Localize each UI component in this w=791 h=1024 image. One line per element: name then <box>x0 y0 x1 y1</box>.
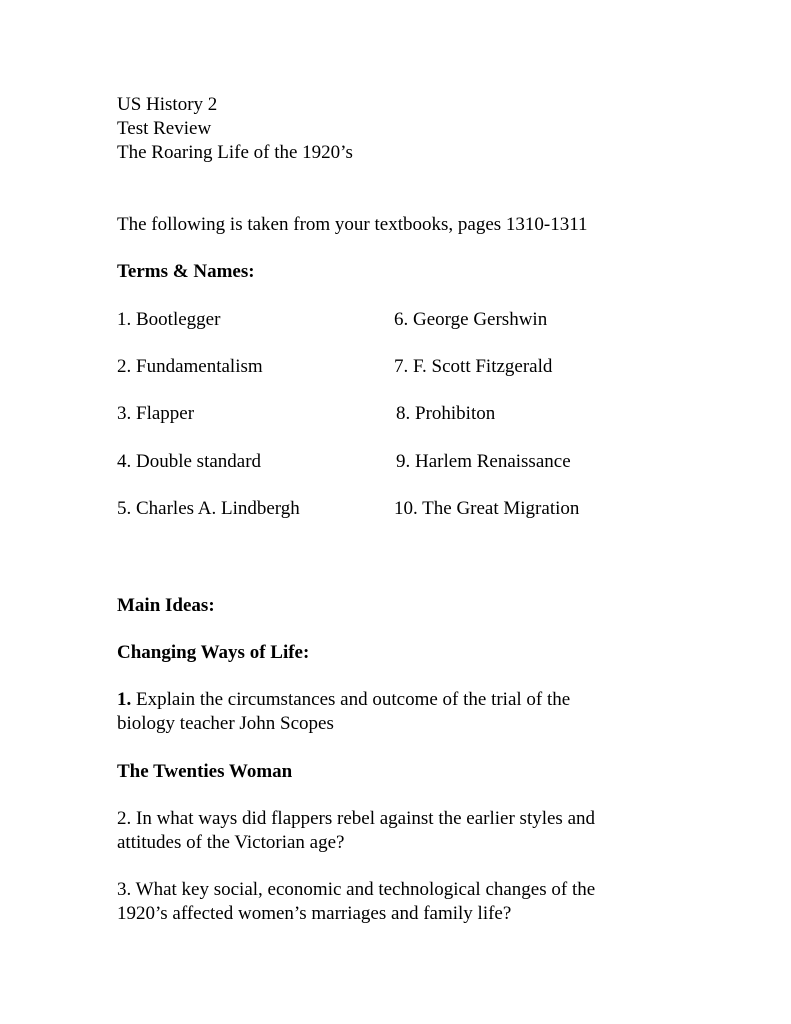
question-1-line-1 <box>117 688 570 712</box>
term-5: 5. Charles A. Lindbergh <box>117 498 300 519</box>
topic-title: The Roaring Life of the 1920’s <box>117 142 353 163</box>
term-10: 10. The Great Migration <box>394 498 580 519</box>
question-1-line-2: biology teacher John Scopes <box>117 713 334 734</box>
term-9: 9. Harlem Renaissance <box>396 451 571 472</box>
question-2-line-1: 2. In what ways did flappers rebel against the earlier styles and <box>117 808 596 829</box>
main-ideas-heading: Main Ideas: <box>117 595 215 616</box>
section-heading-twenties-woman: The Twenties Woman <box>117 761 293 782</box>
term-6: 6. George Gershwin <box>394 309 548 330</box>
question-3-line-2: 1920’s affected women’s marriages and family life? <box>117 903 512 924</box>
term-2: 2. Fundamentalism <box>117 356 263 377</box>
intro-text: The following is taken from your textbooks, pages 1310-1311 <box>117 214 588 235</box>
question-1-text: Explain the circumstances and outcome of the trial of the <box>131 689 571 710</box>
question-1-number: 1. <box>117 689 132 710</box>
question-2-line-2: attitudes of the Victorian age? <box>117 832 345 853</box>
section-heading-changing-ways: Changing Ways of Life: <box>117 642 310 663</box>
document-type: Test Review <box>117 118 212 139</box>
term-7: 7. F. Scott Fitzgerald <box>394 356 553 377</box>
term-4: 4. Double standard <box>117 451 262 472</box>
term-1: 1. Bootlegger <box>117 309 221 330</box>
term-3: 3. Flapper <box>117 403 195 424</box>
terms-heading: Terms & Names: <box>117 261 255 282</box>
question-3-line-1: 3. What key social, economic and technological changes of the <box>117 879 596 900</box>
course-title: US History 2 <box>117 94 218 115</box>
term-8: 8. Prohibiton <box>396 403 496 424</box>
